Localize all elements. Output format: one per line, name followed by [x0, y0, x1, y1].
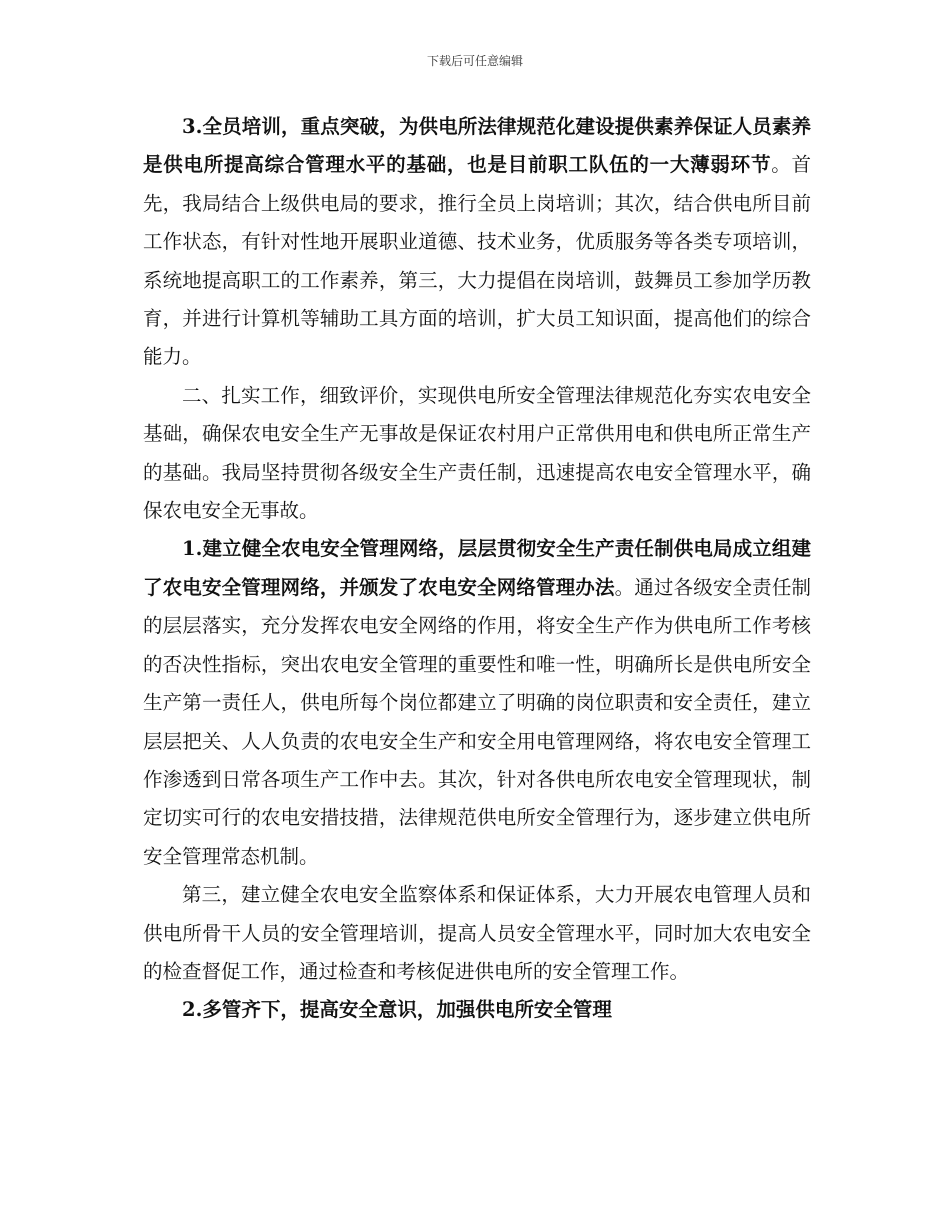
- paragraph-heading: 2.多管齐下，提高安全意识，加强供电所安全管理: [182, 998, 612, 1022]
- paragraph-staff-training: [143, 108, 811, 377]
- paragraph-heading: 3.全员培训，重点突破，为供电所法律规范化建设提供素养保证人员素养是供电所提高综合管理水平的基础，也是目前职工队伍的一大薄弱环节: [143, 115, 811, 177]
- paragraph-text: 。通过各级安全责任制的层层落实，充分发挥农电安全网络的作用，将安全生产作为供电所工作考核的否决性指标，突出农电安全管理的重要性和唯一性，明确所长是供电所安全生产第一责任人，供电所每个岗位都建立了明确的岗位职责和安全责任，建立层层把关、人人负责的农电安全生产和安全用电管理网络，将农电安全管理工作渗透到日常各项生产工作中去。其次，针对各供电所农电安全管理现状，制定切实可行的农电安措技措，法律规范供电所安全管理行为，逐步建立供电所安全管理常态机制。: [143, 575, 811, 868]
- paragraph-text: 。首先，我局结合上级供电局的要求，推行全员上岗培训；其次，结合供电所目前工作状态，有针对性地开展职业道德、技术业务，优质服务等各类专项培训，系统地提高职工的工作素养，第三，大力提倡在岗培训，鼓舞员工参加学历教育，并进行计算机等辅助工具方面的培训，扩大员工知识面，提高他们的综合能力。: [143, 153, 811, 369]
- paragraph-section-two: [143, 377, 811, 531]
- paragraph-safety-network: [143, 530, 811, 876]
- paragraph-text: 第三，建立健全农电安全监察体系和保证体系，大力开展农电管理人员和供电所骨干人员的安全管理培训，提高人员安全管理水平，同时加大农电安全的检查督促工作，通过检查和考核促进供电所的安全管理工作。: [143, 883, 811, 983]
- paragraph-heading: 1.建立健全农电安全管理网络，层层贯彻安全生产责任制供电局成立组建了农电安全管理网络，并颁发了农电安全网络管理办法: [143, 537, 811, 599]
- paragraph-third: [143, 876, 811, 991]
- paragraph-heading-two: [143, 991, 811, 1029]
- paragraph-text: 二、扎实工作，细致评价，实现供电所安全管理法律规范化夯实农电安全基础，确保农电安全生产无事故是保证农村用户正常供用电和供电所正常生产的基础。我局坚持贯彻各级安全生产责任制，迅速提高农电安全管理水平，确保农电安全无事故。: [143, 383, 811, 523]
- page-header: 下载后可任意编辑: [426, 54, 523, 68]
- document-body: [143, 108, 811, 1030]
